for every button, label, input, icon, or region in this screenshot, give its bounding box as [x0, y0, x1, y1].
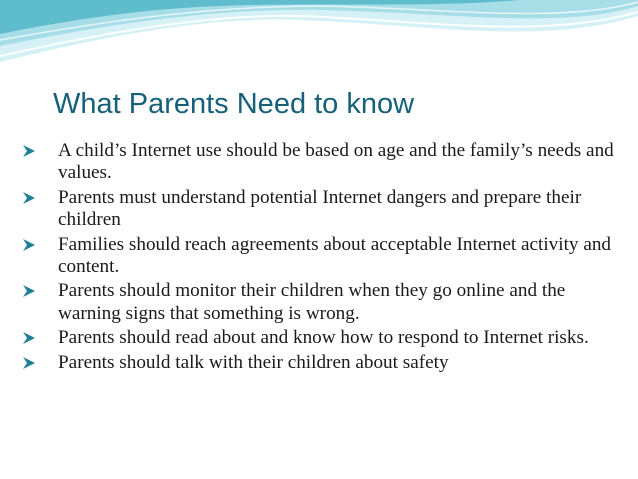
bullet-text: A child’s Internet use should be based on age and the family’s needs and values. — [58, 140, 614, 184]
bullet-text: Families should reach agreements about acceptable Internet activity and content. — [58, 233, 612, 277]
arrowhead-bullet-icon — [22, 144, 36, 158]
bullet-item — [22, 140, 618, 184]
bullet-text: Parents should talk with their children about safety — [58, 351, 449, 373]
arrowhead-bullet-icon — [22, 191, 36, 205]
bullet-item — [22, 280, 618, 324]
bullet-list — [22, 140, 618, 376]
arrowhead-bullet-icon — [22, 284, 36, 298]
arrowhead-bullet-icon — [22, 356, 36, 370]
bullet-text: Parents must understand potential Internet dangers and prepare their children — [58, 186, 582, 230]
bullet-text: Parents should read about and know how to respond to Internet risks. — [58, 327, 589, 349]
arrowhead-bullet-icon — [22, 331, 36, 345]
bullet-text: Parents should monitor their children when they go online and the warning signs that something is wrong. — [58, 280, 566, 324]
slide-title: What Parents Need to know — [53, 88, 415, 120]
arrowhead-bullet-icon — [22, 238, 36, 252]
bullet-item — [22, 352, 618, 374]
bullet-item — [22, 327, 618, 349]
bullet-item — [22, 187, 618, 231]
header-wave-decoration — [0, 0, 638, 80]
bullet-item — [22, 234, 618, 278]
